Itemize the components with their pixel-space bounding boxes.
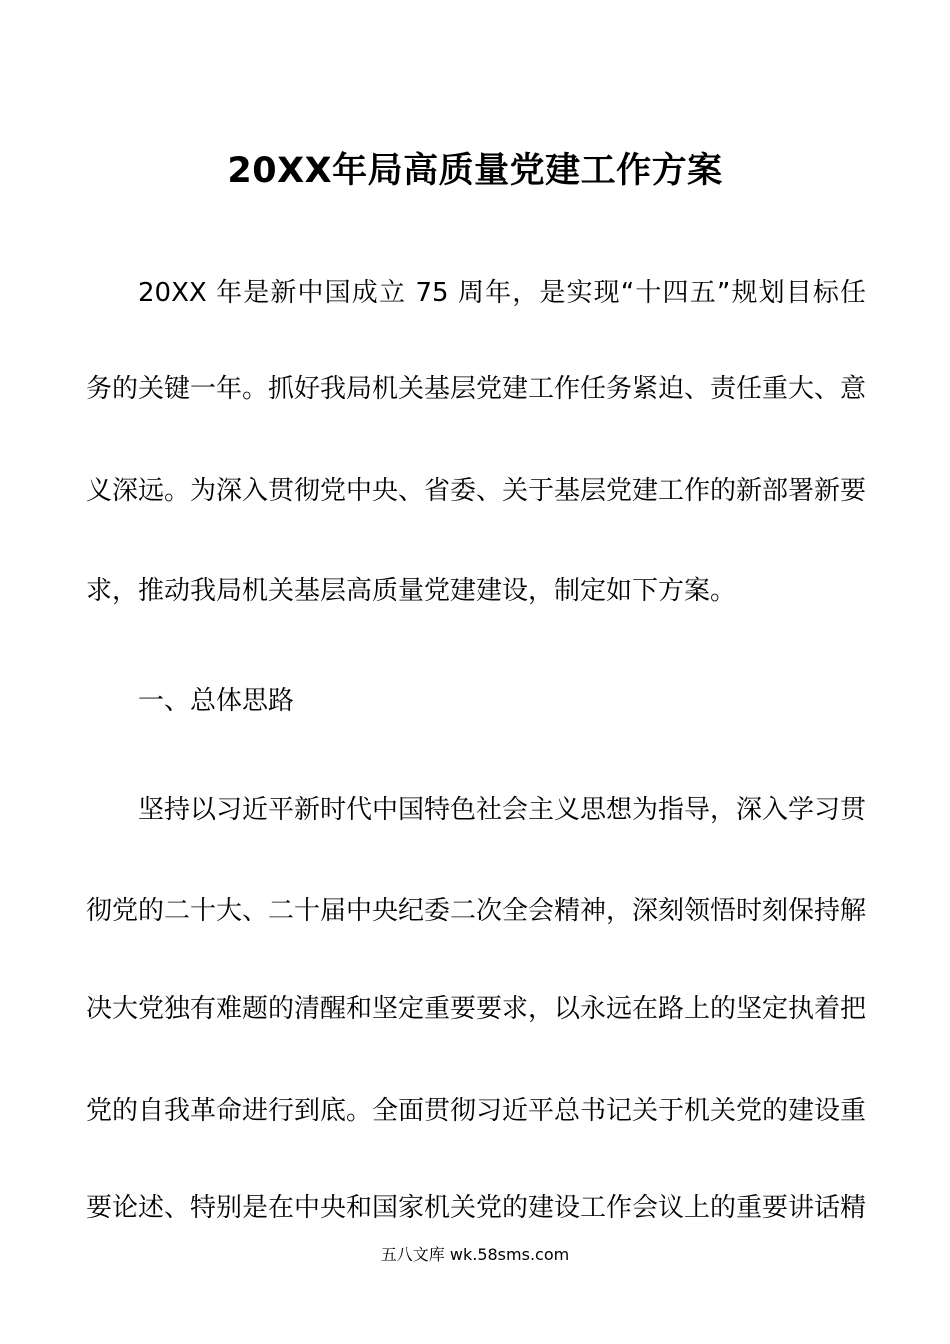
- paragraph-line: 坚持以习近平新时代中国特色社会主义思想为指导，深入学习贯: [138, 795, 866, 825]
- paragraph-line: 彻党的二十大、二十届中央纪委二次全会精神，深刻领悟时刻保持解: [86, 896, 866, 926]
- paragraph-line: 要论述、特别是在中央和国家机关党的建设工作会议上的重要讲话精: [86, 1193, 866, 1223]
- paragraph-line: 义深远。为深入贯彻党中央、省委、关于基层党建工作的新部署新要: [86, 476, 866, 506]
- section-heading: 一、总体思路: [138, 686, 295, 716]
- paragraph-line: 20XX 年是新中国成立 75 周年，是实现“十四五”规划目标任: [138, 278, 866, 308]
- paragraph-line: 决大党独有难题的清醒和坚定重要要求，以永远在路上的坚定执着把: [86, 994, 866, 1024]
- document-title: 20XX年局高质量党建工作方案: [227, 151, 723, 191]
- paragraph-line: 求，推动我局机关基层高质量党建建设，制定如下方案。: [86, 576, 737, 606]
- paragraph-line: 务的关键一年。抓好我局机关基层党建工作任务紧迫、责任重大、意: [86, 374, 866, 404]
- footer-watermark: 五八文库 wk.58sms.com: [380, 1245, 570, 1264]
- paragraph-line: 党的自我革命进行到底。全面贯彻习近平总书记关于机关党的建设重: [86, 1096, 866, 1126]
